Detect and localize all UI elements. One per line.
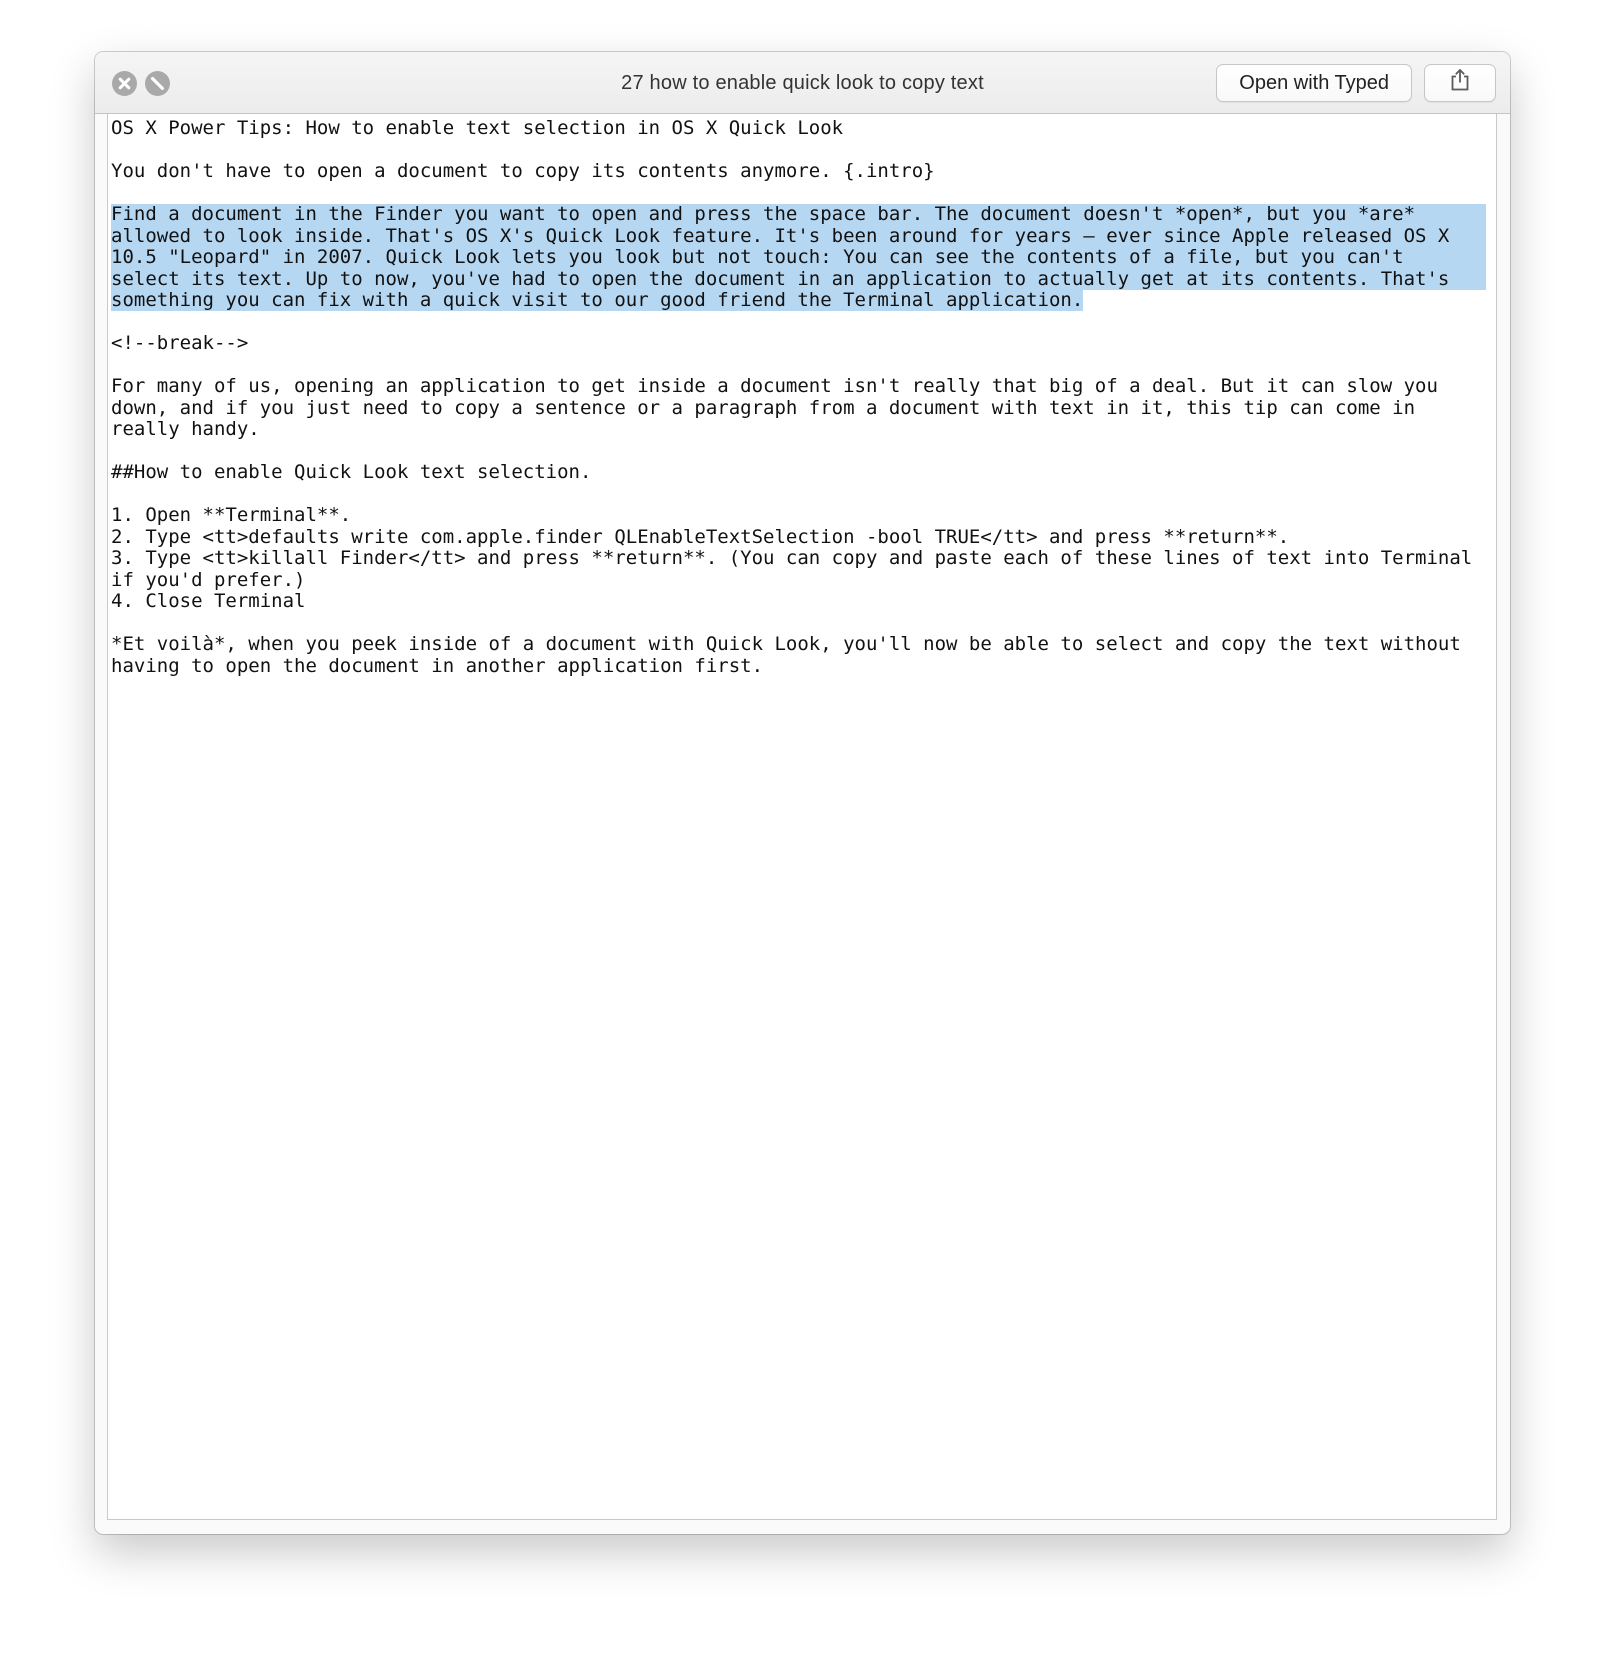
text-line: ##How to enable Quick Look text selection. [111,461,592,483]
text-line: really handy. [111,418,260,440]
text-content[interactable] [108,114,1496,677]
selected-text-line: 10.5 "Leopard" in 2007. Quick Look lets you look but not touch: You can see the contents of a file, but you can't [111,247,1486,269]
close-icon [112,71,137,96]
prohibit-icon [145,71,170,96]
selected-text-line [111,290,1496,312]
text-line: 4. Close Terminal [111,590,306,612]
document-preview [107,114,1497,1520]
text-line: *Et voilà*, when you peek inside of a document with Quick Look, you'll now be able to select and copy the text without [111,633,1461,655]
titlebar-controls [112,52,170,114]
selected-text-line: allowed to look inside. That's OS X's Quick Look feature. It's been around for years — ever since Apple released OS X [111,226,1486,248]
share-button[interactable] [1424,64,1496,102]
text-line: 3. Type <tt>killall Finder</tt> and press **return**. (You can copy and paste each of these lines of text into Terminal [111,547,1473,569]
selected-text-line: select its text. Up to now, you've had to open the document in an application to actually get at its contents. That's [111,269,1486,291]
text-line: OS X Power Tips: How to enable text selection in OS X Quick Look [111,117,844,139]
prohibit-button[interactable] [145,71,170,96]
text-line: having to open the document in another application first. [111,654,764,677]
text-line [111,441,1496,463]
text-line: <!--break--> [111,332,249,354]
titlebar [95,52,1510,114]
text-line: For many of us, opening an application to get inside a document isn't really that big of a deal. But it can slow you [111,375,1438,397]
text-line [111,613,1496,635]
selection-highlight: something you can fix with a quick visit to our good friend the Terminal application. [111,289,1084,311]
titlebar-actions [1216,52,1496,114]
text-line: down, and if you just need to copy a sentence or a paragraph from a document with text in it, this tip can come in [111,396,1416,419]
text-line [111,140,1496,162]
text-line: if you'd prefer.) [111,568,306,591]
text-line: You don't have to open a document to copy its contents anymore. {.intro} [111,160,935,182]
text-line: 2. Type <tt>defaults write com.apple.finder QLEnableTextSelection -bool TRUE</tt> and press **return**. [111,525,1290,548]
text-line [111,484,1496,506]
open-with-typed-button[interactable]: Open with Typed [1216,64,1412,102]
selected-text-line: Find a document in the Finder you want to open and press the space bar. The document doesn't *open*, but you *are* [111,204,1486,226]
text-line [111,355,1496,377]
window-title: 27 how to enable quick look to copy text [621,71,984,94]
share-icon [1446,66,1474,100]
text-line [111,312,1496,334]
text-line: 1. Open **Terminal**. [111,504,352,526]
text-line [111,183,1496,205]
close-button[interactable] [112,71,137,96]
quick-look-window [95,52,1510,1534]
